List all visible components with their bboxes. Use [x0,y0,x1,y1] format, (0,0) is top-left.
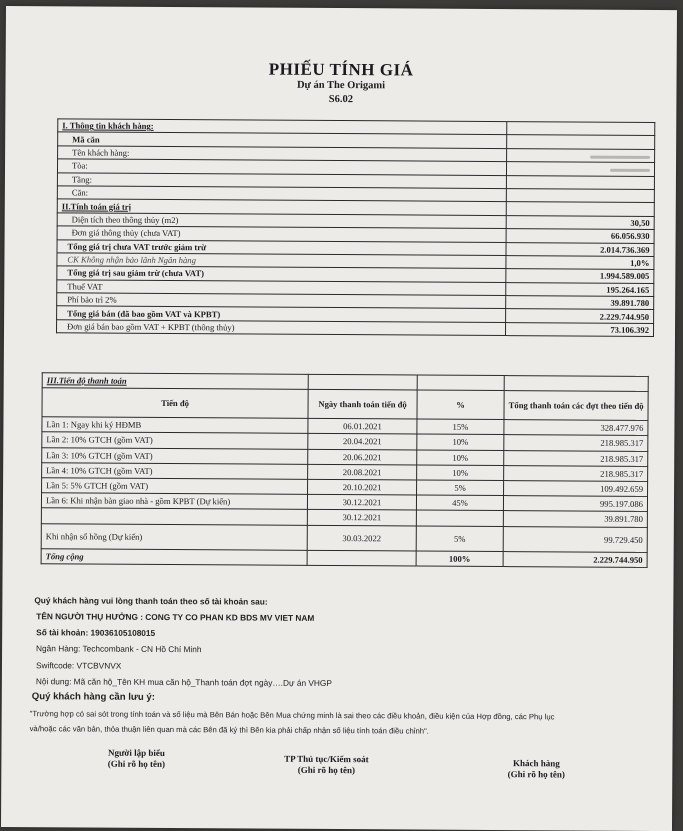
installment-percent: 15% [417,419,504,435]
customer-and-value-table [56,118,655,337]
installment-date: 06.01.2021 [308,419,417,435]
value-label: Đơn giá thông thủy (chưa VAT) [57,226,506,242]
field-label: Căn: [57,186,506,202]
section2-title: II.Tính toán giá trị [57,199,506,215]
value-amount: 73.106.392 [505,322,653,336]
field-label: Tầng: [57,172,506,188]
installment-date: 20.08.2021 [308,464,417,480]
col-header-date: Ngày thanh toán tiến độ [308,390,417,420]
value-label: Tổng giá bán (đã bao gồm VAT và KPBT) [57,306,506,322]
field-label: Tòa: [57,159,506,175]
installment-percent: 5% [416,526,503,552]
notes-line-2: và/hoặc các văn bản, thỏa thuận liên quan mà các Bên đã ký thì Bên kia phải chấp nhận số liệu tính toán điều chỉnh". [29,724,429,736]
col-header-percent: % [417,390,504,420]
value-amount: 2.229.744.950 [505,309,653,323]
value-amount: 39.891.780 [505,296,653,310]
installment-label: Khi nhận sổ hồng (Dự kiến) [41,523,307,550]
installment-label: Lần 5: 5% GTCH (gồm VAT) [42,478,308,495]
signature-preparer [91,748,181,771]
signature-control [266,754,386,777]
total-amount: 2.229.744.950 [503,551,647,567]
redacted-mark [610,169,650,172]
value-label: Tổng giá trị sau giảm trừ (chưa VAT) [57,266,506,282]
installment-percent: 10% [417,434,504,450]
project-name: Dự án The Origami [296,79,386,92]
price-sheet-paper [1,6,677,831]
installment-amount: 99.729.450 [503,526,647,552]
signature-customer [491,758,581,781]
value-label: Đơn giá bán bao gồm VAT + KPBT (thông thủy) [57,320,506,336]
value-label: Tổng giá trị chưa VAT trước giảm trừ [57,239,506,255]
beneficiary-name: TÊN NGƯỜI THỤ HƯỞNG : CONG TY CO PHAN KD BDS MV VIET NAM [36,611,315,623]
value-amount: 2.014.736.369 [506,242,654,256]
installment-date: 20.04.2021 [308,434,417,450]
value-label: Diện tích theo thông thủy (m2) [57,213,506,229]
col-header-progress: Tiến độ [42,388,308,419]
signature-control-title: TP Thủ tục/Kiểm soát [284,753,369,765]
field-value [506,189,654,203]
installment-label: Lần 1: Ngay khi ký HĐMB [42,417,308,434]
payment-schedule-table [41,372,649,567]
col-header-total: Tổng thanh toán các đợt theo tiến độ [504,391,648,421]
payment-content: Nội dung: Mã căn hộ_Tên KH mua căn hộ_Thanh toán đợt ngày….Dự án VHGP [35,676,332,689]
table-row [57,320,654,337]
installment-amount: 109.492.659 [504,480,648,496]
column-header-row [42,388,648,421]
field-label: Tên khách hàng: [58,146,507,162]
field-value [506,175,654,189]
value-amount: 30,50 [506,215,654,229]
field-value [506,162,654,176]
installment-label [41,508,307,525]
payment-intro: Quý khách hàng vui lòng thanh toán theo số tài khoản sau: [34,595,268,607]
value-label: Phí bảo trì 2% [57,293,506,309]
installment-amount: 218.985.317 [504,435,648,451]
field-value [506,148,654,162]
notes-line-1: "Trường hợp có sai sót trong tính toán và số liệu mà Bên Bán hoặc Bên Mua chứng minh là sai theo các điều khoản, điều kiện của Hợp đồng, các Phụ lục [29,709,555,722]
installment-amount: 328.477.976 [504,420,648,436]
installment-percent: 45% [416,495,503,511]
swift-code: Swiftcode: VTCBVNVX [35,660,122,671]
installment-amount: 218.985.317 [504,465,648,481]
section1-title: I. Thông tin khách hàng: [58,119,507,135]
installment-date: 30.12.2021 [307,494,416,510]
unit-code: S6.02 [328,93,354,106]
field-value [506,135,654,149]
field-label: Mã căn [58,132,507,148]
installment-label: Lần 6: Khi nhận bàn giao nhà - gồm KPBT (Dự kiến) [41,493,307,510]
redacted-mark [590,155,650,158]
installment-label: Lần 3: 10% GTCH (gồm VAT) [42,447,308,464]
signature-control-note: (Ghi rõ họ tên) [297,764,355,776]
installment-amount: 39.891.780 [503,511,647,527]
section3-title: III.Tiến độ thanh toán [42,373,308,390]
signature-customer-note: (Ghi rõ họ tên) [507,769,565,780]
installment-date: 20.06.2021 [308,449,417,465]
signature-customer-title: Khách hàng [512,758,560,769]
total-label: Tổng cộng [41,548,307,565]
installment-date: 30.03.2022 [307,525,416,551]
account-number: Số tài khoản: 19036105108015 [36,627,156,638]
signature-preparer-title: Người lập biểu [107,747,165,758]
installment-percent [416,510,503,526]
value-amount: 1.994.589.005 [505,269,653,283]
signature-preparer-note: (Ghi rõ họ tên) [107,758,166,769]
installment-amount: 995.197.086 [503,496,647,512]
notes-title: Quý khách hàng cần lưu ý: [31,691,155,703]
installment-percent: 5% [417,480,504,496]
installment-date: 30.12.2021 [307,510,416,526]
total-row [41,548,647,567]
total-percent: 100% [416,551,503,567]
installment-label: Lần 2: 10% GTCH (gồm VAT) [42,432,308,449]
value-amount: 195.264.165 [505,282,653,296]
document-title: PHIẾU TÍNH GIÁ [268,59,414,80]
installment-amount: 218.985.317 [504,450,648,466]
value-amount: 66.056.930 [506,229,654,243]
value-amount: 1,0% [506,255,654,269]
table-row [41,523,647,552]
value-label: Thuế VAT [57,280,506,296]
installment-date: 20.10.2021 [308,479,417,495]
installment-label: Lần 4: 10% GTCH (gồm VAT) [42,462,308,479]
installment-percent: 10% [417,450,504,466]
installment-percent: 10% [417,465,504,481]
bank-name: Ngân Hàng: Techcombank - CN Hồ Chí Minh [36,643,202,655]
value-label: CK Không nhận bảo lãnh Ngân hàng [57,253,506,269]
